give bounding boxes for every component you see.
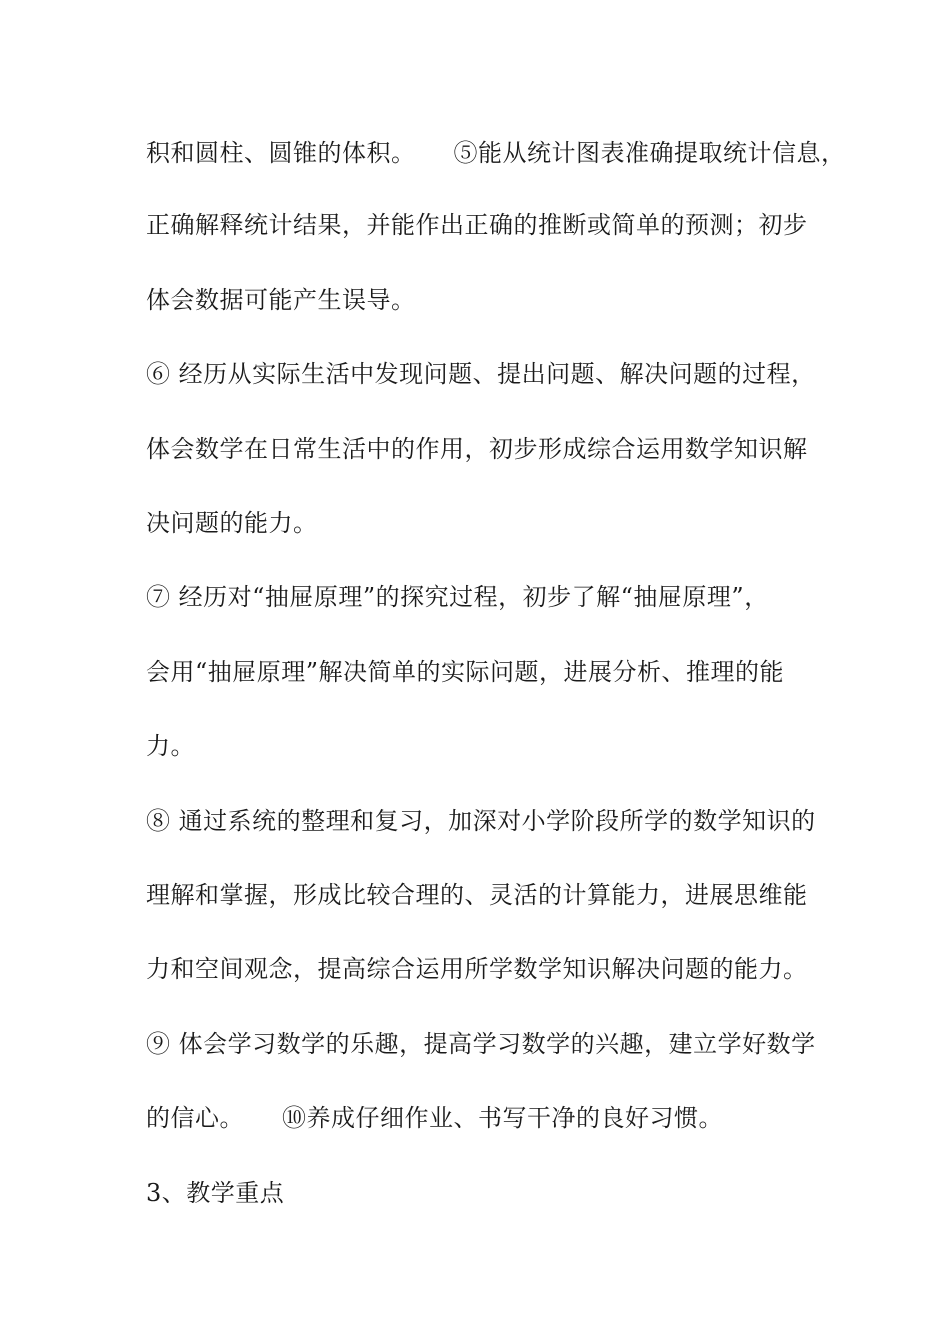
line-segment: 积和圆柱、圆锥的体积。 xyxy=(146,139,416,167)
text-line: 力。 xyxy=(146,732,195,760)
text-line: 理解和掌握，形成比较合理的、灵活的计算能力，进展思维能 xyxy=(146,881,808,909)
text-line: 正确解释统计结果，并能作出正确的推断或简单的预测；初步 xyxy=(146,211,808,239)
text-line: ⑦ 经历对“抽屉原理”的探究过程，初步了解“抽屉原理”， xyxy=(146,583,769,611)
text-line: 决问题的能力。 xyxy=(146,509,318,537)
text-line: ⑥ 经历从实际生活中发现问题、提出问题、解决问题的过程， xyxy=(146,360,816,388)
line-segment: 的信心。 xyxy=(146,1104,244,1132)
text-line: 会用“抽屉原理”解决简单的实际问题，进展分析、推理的能 xyxy=(146,658,785,686)
line-segment: ⑤能从统计图表准确提取统计信息， xyxy=(453,139,846,167)
text-line: 体会数学在日常生活中的作用，初步形成综合运用数学知识解 xyxy=(146,435,808,463)
text-line: 体会数据可能产生误导。 xyxy=(146,286,416,314)
line-segment: ⑩养成仔细作业、书写干净的良好习惯。 xyxy=(282,1104,723,1132)
text-line xyxy=(146,1103,816,1133)
text-line: 力和空间观念，提高综合运用所学数学知识解决问题的能力。 xyxy=(146,955,808,983)
text-line: ⑧ 通过系统的整理和复习，加深对小学阶段所学的数学知识的 xyxy=(146,807,816,835)
text-line xyxy=(146,138,846,168)
text-line: ⑨ 体会学习数学的乐趣，提高学习数学的兴趣，建立学好数学 xyxy=(146,1030,816,1058)
section-heading: 3、教学重点 xyxy=(146,1179,285,1207)
